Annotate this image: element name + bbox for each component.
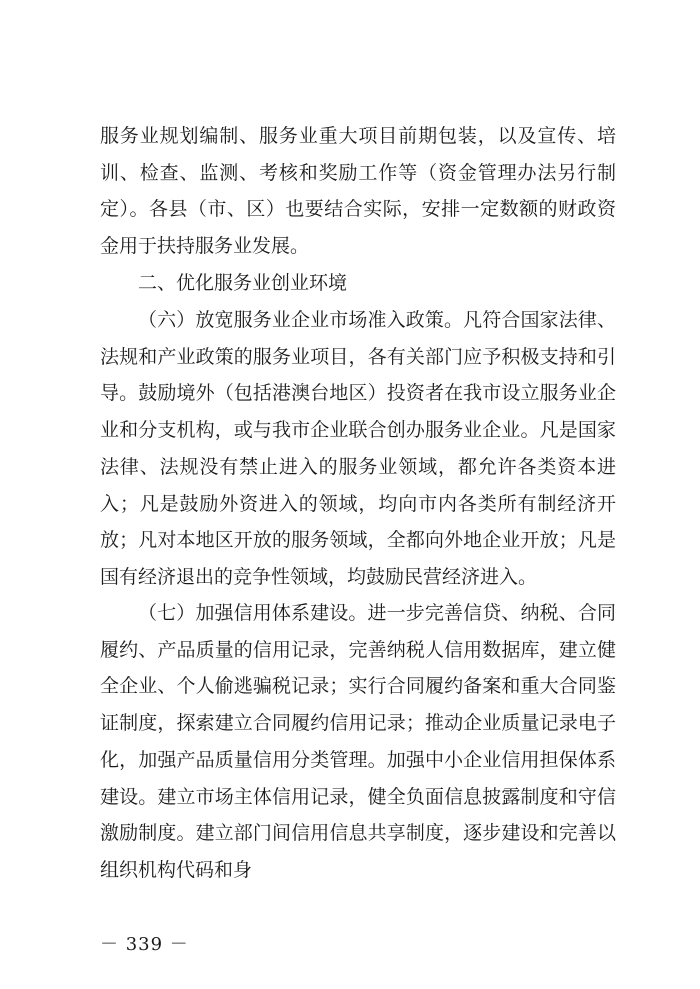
paragraph-item-six: （六）放宽服务业企业市场准入政策。凡符合国家法律、法规和产业政策的服务业项目，各有关部门应予积极支持和引导。鼓励境外（包括港澳台地区）投资者在我市设立服务业企业和分支机构，或与我市企业联合创办服务业企业。凡是国家法律、法规没有禁止进入的服务业领域，都允许各类资本进入；凡是鼓励外资进入的领域，均向市内各类所有制经济开放；凡对本地区开放的服务领域，全都向外地企业开放；凡是国有经济退出的竞争性领域，均鼓励民营经济进入。	[100, 309, 616, 588]
page-number: － 339 －	[100, 934, 189, 955]
paragraph-item-seven: （七）加强信用体系建设。进一步完善信贷、纳税、合同履约、产品质量的信用记录，完善纳税人信用数据库，建立健全企业、个人偷逃骗税记录；实行合同履约备案和重大合同鉴证制度，探索建立合同履约信用记录；推动企业质量记录电子化，加强产品质量信用分类管理。加强中小企业信用担保体系建设。建立市场主体信用记录，健全负面信息披露制度和守信激励制度。建立部门间信用信息共享制度，逐步建设和完善以组织机构代码和身	[100, 602, 616, 881]
paragraph-funding-continuation: 服务业规划编制、服务业重大项目前期包装，以及宣传、培训、检查、监测、考核和奖励工作等（资金管理办法另行制定）。各县（市、区）也要结合实际，安排一定数额的财政资金用于扶持服务业发展。	[100, 125, 616, 258]
section-heading-optimize-environment: 二、优化服务业创业环境	[138, 272, 348, 294]
